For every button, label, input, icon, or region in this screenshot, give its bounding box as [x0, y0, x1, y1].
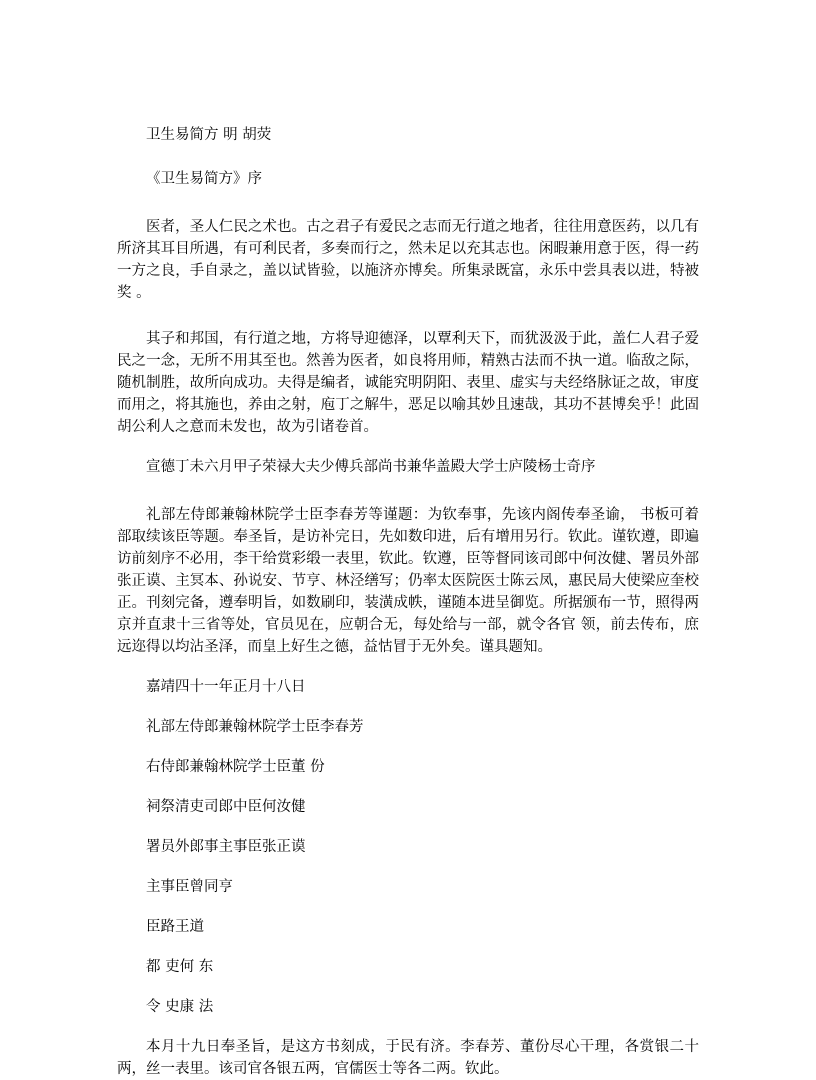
- signatory-line-5: 主事臣曾同亨: [146, 879, 233, 895]
- memorial-date: 嘉靖四十一年正月十八日: [146, 679, 306, 695]
- preface-paragraph-2: 其子和邦国，有行道之地，方将导迎德泽，以覃利天下，而犹汲汲于此，盖仁人君子爱民之一念，无所不用其至也。然善为医者，如良将用师，精熟古法而不执一道。临敌之际，随机制胜，故所向成功。夫得是编者，诚能究明阴阳、表里、虚实与夫经络脉证之故，审度而用之，将其施也，养由之射，庖丁之解牛，恶足以喻其妙且速哉，其功不甚博矣乎！此固胡公利人之意而未发也，故为引诸卷首。: [117, 331, 699, 435]
- document-header: 卫生易简方 明 胡荧: [146, 127, 272, 143]
- signatory-line-2: 右侍郎兼翰林院学士臣董 份: [146, 759, 325, 775]
- memorial-paragraph: 礼部左侍郎兼翰林院学士臣李春芳等谨题：为钦奉事，先该内阁传奉圣谕， 书板可着部取续该臣等题。奉圣旨，是访补完日，先如数印进，后有增用另行。钦此。谨钦遵，即遍访前刻序不必用，李干给赏彩缎一表里，钦此。钦遵，臣等督同该司郎中何汝健、署员外部张正谟、主冥本、孙说安、节亨、林泾缮写；仍率太医院医士陈云凤，惠民局大使梁应奎校正。刊刻完备，遵奉明旨，如数刷印，装潢成帙，谨随本进呈御览。所据颁布一节，照得两京并直隶十三省等处，官员见在，应朝合无，每处给与一部，就令各官 领，前去传布，庶远迩得以均沾圣泽，而皇上好生之德，益怙冒于无外矣。谨具题知。: [117, 507, 699, 655]
- document-page: [117, 124, 699, 1080]
- edict-paragraph: 本月十九日奉圣旨，是这方书刻成，于民有济。李春芳、董份尽心干理，各赏银二十两，丝一表里。该司官各银五两，官儒医士等各二两。钦此。: [117, 1039, 699, 1077]
- signatory-line-6: 臣路王道: [146, 919, 204, 935]
- signatory-line-8: 令 史康 法: [146, 999, 214, 1015]
- signatory-line-7: 都 吏何 东: [146, 959, 214, 975]
- signatory-line-1: 礼部左侍郎兼翰林院学士臣李春芳: [146, 719, 364, 735]
- preface-title: 《卫生易简方》序: [146, 171, 262, 187]
- preface-paragraph-1: 医者，圣人仁民之术也。古之君子有爱民之志而无行道之地者，往往用意医药，以几有所济其耳目所遇，有可利民者，多奏而行之，然未足以充其志也。闲暇兼用意于医，得一药一方之良，手自录之，盖以试皆验，以施济亦博矣。所集录既富，永乐中尝具表以进，特被奖 。: [117, 219, 699, 301]
- signatory-line-4: 署员外郎事主事臣张正谟: [146, 839, 306, 855]
- signatory-line-3: 祠祭清吏司郎中臣何汝健: [146, 799, 306, 815]
- preface-dateline: 宣德丁未六月甲子荣禄大夫少傅兵部尚书兼华盖殿大学士庐陵杨士奇序: [146, 459, 596, 475]
